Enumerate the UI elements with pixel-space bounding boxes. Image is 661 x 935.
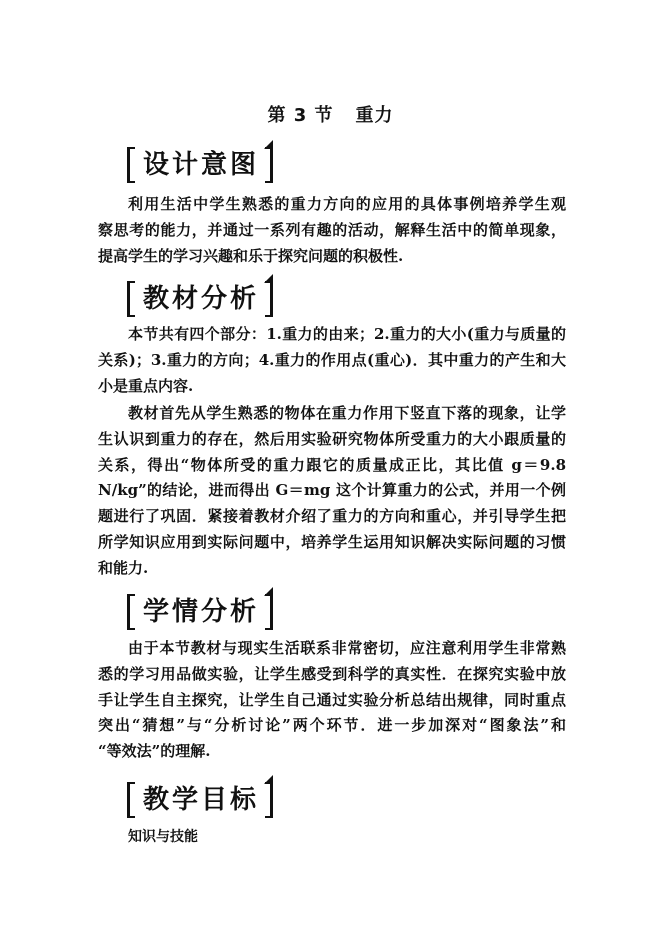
text-line: 本节共有四个部分：1.重力的由来；2.重力的大小(重力与质量的	[128, 325, 566, 343]
text-line: 关系，得出“物体所受的重力跟它的质量成正比，其比值 g＝9.8	[98, 455, 566, 474]
text-line: 利用生活中学生熟悉的重力方向的应用的具体事例培养学生观	[128, 195, 566, 213]
bracket-right-icon	[265, 281, 273, 317]
text-line: 突出“猜想”与“分析讨论”两个环节．进一步加深对“图象法”和	[98, 716, 566, 735]
paragraph-textbook-1	[98, 322, 566, 399]
bracket-left-icon	[127, 594, 135, 630]
text-line: 教材首先从学生熟悉的物体在重力作用下竖直下落的现象，让学	[128, 404, 566, 422]
section-heading-label: 教材分析	[143, 284, 260, 314]
text-line: 小是重点内容.	[98, 376, 194, 395]
subheading-knowledge-skills: 知识与技能	[128, 829, 198, 845]
paragraph-learners	[98, 636, 566, 765]
title-topic: 重力	[355, 105, 394, 126]
title-section-number: 第 3 节	[267, 105, 334, 126]
text-line: N/kg”的结论，进而得出 G＝mg 这个计算重力的公式，并用一个例	[98, 481, 566, 500]
bracket-right-icon	[265, 782, 273, 818]
section-heading-label: 设计意图	[143, 150, 260, 180]
paragraph-textbook-2	[98, 401, 566, 582]
text-line: “等效法”的理解.	[98, 742, 211, 761]
text-line: 生认识到重力的存在，然后用实验研究物体所受重力的大小跟质量的	[98, 429, 566, 448]
text-line: 手让学生自主探究，让学生自己通过实验分析总结出规律，同时重点	[98, 690, 566, 709]
text-line: 由于本节教材与现实生活联系非常密切，应注意利用学生非常熟	[128, 639, 566, 657]
text-line: 提高学生的学习兴趣和乐于探究问题的积极性.	[98, 246, 404, 265]
text-line: 关系)；3.重力的方向；4.重力的作用点(重心)．其中重力的产生和大	[98, 350, 566, 369]
page-title	[0, 101, 661, 127]
text-line: 察思考的能力，并通过一系列有趣的活动，解释生活中的简单现象，	[98, 220, 566, 239]
text-line: 题进行了巩固．紧接着教材介绍了重力的方向和重心，并引导学生把	[98, 507, 566, 526]
paragraph-design	[98, 192, 566, 269]
bracket-left-icon	[127, 147, 135, 183]
section-heading-label: 学情分析	[143, 597, 260, 627]
section-heading-goals	[127, 780, 273, 820]
text-line: 所学知识应用到实际问题中，培养学生运用知识解决实际问题的习惯	[98, 532, 566, 551]
bracket-left-icon	[127, 782, 135, 818]
bracket-left-icon	[127, 281, 135, 317]
text-line: 和能力.	[98, 558, 149, 577]
bracket-right-icon	[265, 147, 273, 183]
section-heading-learners	[127, 592, 273, 632]
section-heading-label: 教学目标	[143, 785, 260, 815]
section-heading-textbook	[127, 279, 273, 319]
bracket-right-icon	[265, 594, 273, 630]
text-line: 悉的学习用品做实验，让学生感受到科学的真实性．在探究实验中放	[98, 664, 566, 683]
section-heading-design	[127, 145, 273, 185]
